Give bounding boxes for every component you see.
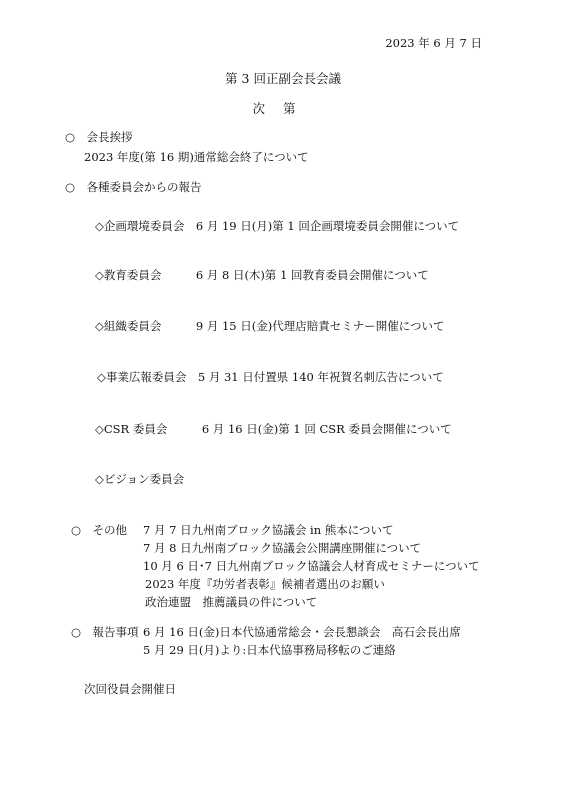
- section-greeting-detail: 2023 年度(第 16 期)通常総会終了について: [84, 150, 309, 164]
- report-item: 6 月 16 日(金)日本代協通常総会・会長懇談会 高石会長出席: [143, 625, 461, 639]
- other-item: 7 月 7 日九州南ブロック協議会 in 熊本について: [143, 523, 394, 537]
- section-other-heading: ○ その他: [71, 523, 128, 537]
- committee-item: ◇組織委員会 9 月 15 日(金)代理店賠責セミナー開催について: [95, 319, 445, 333]
- report-item: 5 月 29 日(月)より:日本代協事務局移転のご連絡: [143, 643, 396, 657]
- committee-item: ◇事業広報委員会 5 月 31 日付置県 140 年祝賀名刺広告について: [97, 370, 444, 384]
- other-item: 7 月 8 日九州南ブロック協議会公開講座開催について: [143, 541, 422, 555]
- document-title: 第 3 回正副会長会議: [225, 71, 341, 86]
- section-report-items-heading: ○ 報告事項: [71, 625, 139, 639]
- committee-item: ◇企画環境委員会 6 月 19 日(月)第 1 回企画環境委員会開催について: [95, 219, 460, 233]
- other-item: 10 月 6 日･7 日九州南ブロック協議会人材育成セミナーについて: [143, 559, 480, 573]
- other-item: 2023 年度『功労者表彰』候補者選出のお願い: [145, 577, 385, 591]
- document-subtitle: 次第: [252, 101, 314, 116]
- other-item: 政治連盟 推薦議員の件について: [145, 595, 318, 609]
- committee-item: ◇教育委員会 6 月 8 日(木)第 1 回教育委員会開催について: [95, 268, 429, 282]
- section-greeting-heading: ○ 会長挨拶: [65, 130, 133, 144]
- section-reports-heading: ○ 各種委員会からの報告: [65, 180, 202, 194]
- next-meeting-label: 次回役員会開催日: [84, 682, 176, 696]
- committee-item: ◇ビジョン委員会: [95, 472, 185, 486]
- committee-item: ◇CSR 委員会 6 月 16 日(金)第 1 回 CSR 委員会開催について: [95, 422, 452, 436]
- document-date: 2023 年 6 月 7 日: [385, 36, 482, 50]
